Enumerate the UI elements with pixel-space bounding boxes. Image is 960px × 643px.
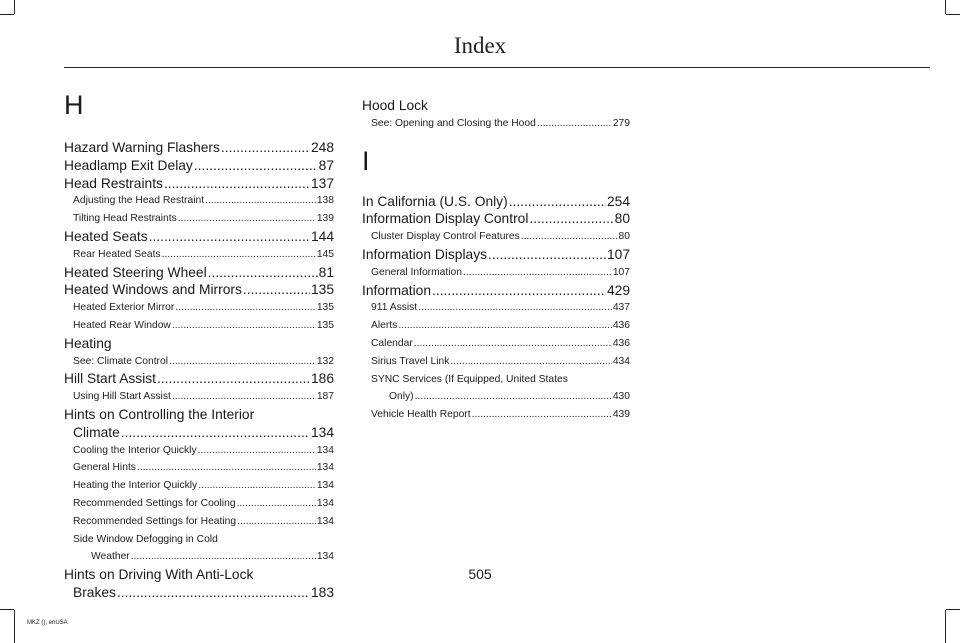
section-letter-h: H xyxy=(64,90,84,120)
index-column-right xyxy=(362,97,630,424)
index-entry-label: Adjusting the Head Restraint xyxy=(73,195,205,207)
index-entry[interactable] xyxy=(64,459,334,477)
dot-leader xyxy=(488,246,606,264)
index-entry-heading: Heating xyxy=(64,335,112,351)
index-entry-label: General Information xyxy=(371,266,463,278)
index-entry-page: 135 xyxy=(316,302,334,314)
index-entry[interactable] xyxy=(64,513,334,531)
index-entry[interactable] xyxy=(362,335,630,353)
dot-leader xyxy=(131,548,316,566)
dot-leader xyxy=(198,442,316,460)
index-entry[interactable] xyxy=(64,370,334,388)
index-entry-label: Head Restraints xyxy=(64,175,163,191)
index-entry-label: Rear Heated Seats xyxy=(73,248,161,260)
index-entry-page: 436 xyxy=(612,320,630,332)
index-entry[interactable] xyxy=(64,281,334,299)
index-entry[interactable] xyxy=(362,388,630,406)
dot-leader xyxy=(205,192,316,210)
index-entry-page: 135 xyxy=(316,319,334,331)
dot-leader xyxy=(509,193,606,211)
index-entry-label: Heated Windows and Mirrors xyxy=(64,282,242,298)
index-entries-h-continued xyxy=(362,97,630,133)
index-entry[interactable] xyxy=(362,246,630,264)
dot-leader xyxy=(172,317,316,335)
index-entry-page: 87 xyxy=(318,157,334,173)
dot-leader xyxy=(415,388,612,406)
dot-leader xyxy=(149,228,310,246)
index-entry-label: Sirius Travel Link xyxy=(371,355,450,367)
index-entry-page: 279 xyxy=(612,117,630,129)
index-entry-page: 107 xyxy=(606,246,630,262)
index-entry[interactable] xyxy=(362,282,630,300)
index-entry-label: Recommended Settings for Heating xyxy=(73,515,237,527)
index-entry-page: 134 xyxy=(310,424,334,440)
index-entry-page: 80 xyxy=(614,211,630,227)
index-entry[interactable] xyxy=(362,115,630,133)
dot-leader xyxy=(169,353,316,371)
index-entry[interactable] xyxy=(64,388,334,406)
dot-leader xyxy=(178,210,316,228)
index-entry-label: Heated Seats xyxy=(64,228,148,244)
dot-leader xyxy=(450,353,611,371)
index-entry[interactable] xyxy=(64,353,334,371)
index-entry-page: 145 xyxy=(316,248,334,260)
index-entry[interactable] xyxy=(64,246,334,264)
crop-mark-top-right-h xyxy=(946,14,960,15)
index-entry[interactable] xyxy=(64,299,334,317)
index-entry[interactable] xyxy=(64,228,334,246)
index-entry-label: See: Climate Control xyxy=(73,355,168,367)
index-entry[interactable] xyxy=(64,264,334,282)
index-entry-label: 911 Assist xyxy=(371,302,418,314)
dot-leader xyxy=(243,281,310,299)
index-entry-label: Heating the Interior Quickly xyxy=(73,480,198,492)
dot-leader xyxy=(237,513,316,531)
crop-mark-bottom-left-h xyxy=(0,609,14,610)
index-entry-page: 183 xyxy=(310,584,334,600)
dot-leader xyxy=(137,459,316,477)
index-entry[interactable] xyxy=(64,175,334,193)
dot-leader xyxy=(529,210,613,228)
index-entry-label: Alerts xyxy=(371,320,398,332)
dot-leader xyxy=(237,495,316,513)
index-entry-label: Weather xyxy=(91,551,130,563)
index-entry[interactable] xyxy=(64,477,334,495)
dot-leader xyxy=(537,115,612,133)
crop-mark-top-right xyxy=(945,0,946,14)
index-entry[interactable] xyxy=(64,139,334,157)
index-entry-page: 137 xyxy=(310,175,334,191)
index-entry-page: 138 xyxy=(316,195,334,207)
dot-leader xyxy=(194,157,318,175)
index-entry[interactable] xyxy=(64,157,334,175)
index-entry-page: 439 xyxy=(612,409,630,421)
index-entry-page: 134 xyxy=(316,462,334,474)
dot-leader xyxy=(117,584,310,602)
index-entry-label: Information xyxy=(362,282,432,298)
section-letter-i: I xyxy=(362,145,370,176)
dot-leader xyxy=(398,317,611,335)
index-entry[interactable] xyxy=(64,192,334,210)
index-entry-label: Information Display Control xyxy=(362,211,529,227)
index-entry-heading: SYNC Services (If Equipped, United States xyxy=(371,373,568,385)
index-entry-page: 134 xyxy=(316,444,334,456)
index-entry-label: Brakes xyxy=(73,584,116,600)
index-entry-page: 80 xyxy=(618,231,630,243)
index-entry[interactable] xyxy=(64,548,334,566)
index-entry-label: Cooling the Interior Quickly xyxy=(73,444,197,456)
index-entry[interactable] xyxy=(362,406,630,424)
crop-mark-top-left-h xyxy=(0,14,14,15)
index-entries-h xyxy=(64,139,334,602)
dot-leader xyxy=(162,246,316,264)
index-entry[interactable] xyxy=(362,264,630,282)
crop-mark-bottom-right-h xyxy=(946,609,960,610)
index-entry-page: 437 xyxy=(612,302,630,314)
index-entry[interactable] xyxy=(362,193,630,211)
index-entry-label: Cluster Display Control Features xyxy=(371,231,520,243)
dot-leader xyxy=(198,477,316,495)
dot-leader xyxy=(157,370,310,388)
index-entry[interactable] xyxy=(362,317,630,335)
dot-leader xyxy=(208,264,318,282)
index-entry-heading: Side Window Defogging in Cold xyxy=(73,533,218,545)
index-entry-label: Climate xyxy=(73,424,120,440)
index-entry-label: Tilting Head Restraints xyxy=(73,213,177,225)
index-entry-page: 187 xyxy=(316,391,334,403)
dot-leader xyxy=(164,175,310,193)
index-entry[interactable] xyxy=(362,210,630,228)
crop-mark-bottom-right xyxy=(945,610,946,643)
index-column-left xyxy=(64,0,334,602)
index-entry-page: 430 xyxy=(612,391,630,403)
index-entry-label: Heated Exterior Mirror xyxy=(73,302,175,314)
index-entry[interactable] xyxy=(64,317,334,335)
dot-leader xyxy=(121,424,310,442)
index-entry-label: Information Displays xyxy=(362,246,487,262)
index-entry[interactable] xyxy=(64,584,334,602)
dot-leader xyxy=(432,282,606,300)
index-entry[interactable] xyxy=(64,495,334,513)
crop-mark-top-left xyxy=(14,0,15,14)
index-entry-page: 134 xyxy=(316,551,334,563)
index-entry-heading: Hints on Driving With Anti-Lock xyxy=(64,567,254,583)
index-entry-label: Using Hill Start Assist xyxy=(73,391,171,403)
index-entry-label: In California (U.S. Only) xyxy=(362,193,508,209)
index-entry-label: See: Opening and Closing the Hood xyxy=(371,117,536,129)
dot-leader xyxy=(521,228,618,246)
index-entry-page: 186 xyxy=(310,371,334,387)
index-entry-page: 134 xyxy=(316,515,334,527)
index-entry[interactable] xyxy=(64,210,334,228)
index-entry-label: Hazard Warning Flashers xyxy=(64,140,220,155)
index-entry[interactable] xyxy=(64,442,334,460)
dot-leader xyxy=(463,264,612,282)
dot-leader xyxy=(175,299,316,317)
index-entry-page: 107 xyxy=(612,266,630,278)
crop-mark-bottom-left xyxy=(14,610,15,643)
index-entry-label: Only) xyxy=(389,391,414,403)
index-entry-label: Vehicle Health Report xyxy=(371,409,471,421)
index-entry-page: 248 xyxy=(310,140,334,155)
index-entry-page: 139 xyxy=(316,213,334,225)
page-title: Index xyxy=(453,33,507,58)
index-entry-page: 81 xyxy=(318,264,334,280)
dot-leader xyxy=(221,139,310,157)
index-entry-page: 144 xyxy=(310,228,334,244)
index-entry-heading: Hood Lock xyxy=(362,98,428,113)
dot-leader xyxy=(418,299,612,317)
index-entry-label: Recommended Settings for Cooling xyxy=(73,497,236,509)
index-entry[interactable] xyxy=(64,424,334,442)
index-entry-page: 132 xyxy=(316,355,334,367)
index-entry[interactable] xyxy=(362,353,630,371)
index-entry-page: 135 xyxy=(310,282,334,298)
index-entry-label: Headlamp Exit Delay xyxy=(64,157,193,173)
index-entry-page: 254 xyxy=(606,193,630,209)
page-number: 505 xyxy=(468,566,492,582)
index-entry-label: Calendar xyxy=(371,337,413,349)
index-entry-page: 434 xyxy=(612,355,630,367)
dot-leader xyxy=(472,406,612,424)
dot-leader xyxy=(414,335,612,353)
index-entry-label: Heated Steering Wheel xyxy=(64,264,207,280)
index-entry[interactable] xyxy=(362,299,630,317)
index-entries-i xyxy=(362,193,630,424)
index-entry-label: Heated Rear Window xyxy=(73,319,171,331)
index-entry-page: 429 xyxy=(606,282,630,298)
index-entry-page: 436 xyxy=(612,337,630,349)
index-entry-heading: Hints on Controlling the Interior xyxy=(64,406,255,422)
index-entry-page: 134 xyxy=(316,497,334,509)
index-entry-label: General Hints xyxy=(73,462,136,474)
index-entry[interactable] xyxy=(362,228,630,246)
footer-code: MKZ (), enUSA xyxy=(27,620,68,626)
index-entry-label: Hill Start Assist xyxy=(64,371,156,387)
dot-leader xyxy=(172,388,316,406)
index-entry-page: 134 xyxy=(316,480,334,492)
